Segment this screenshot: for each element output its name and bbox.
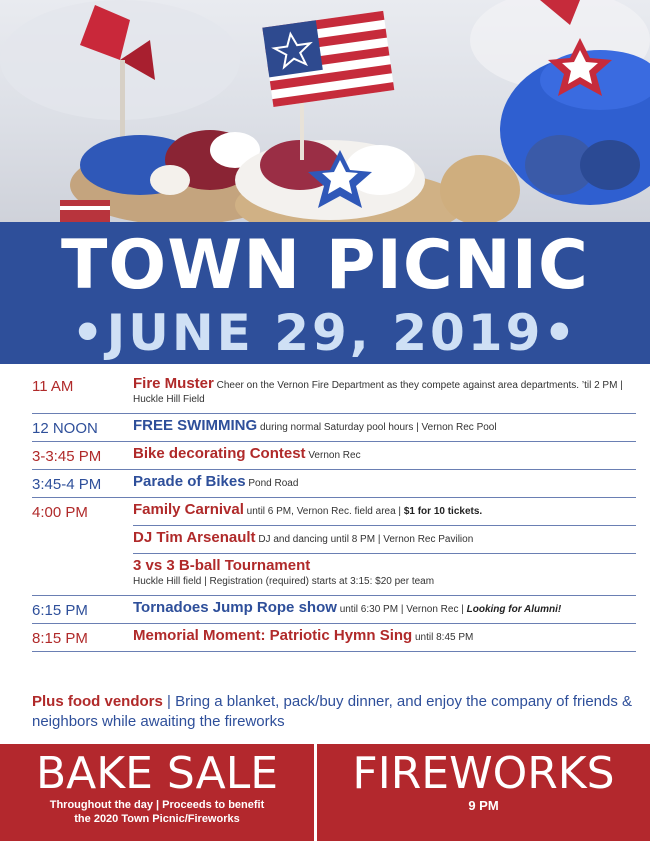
- cupcake-icon: [235, 140, 465, 222]
- schedule-event-desc: during normal Saturday pool hours | Vernon Rec Pool: [259, 422, 497, 433]
- schedule-row: [32, 470, 636, 498]
- event-date: •JUNE 29, 2019•: [71, 304, 579, 362]
- page-title: TOWN PICNIC: [61, 226, 589, 305]
- flag-icon: [262, 11, 394, 160]
- schedule-list: [32, 372, 636, 652]
- schedule-event-name: Fire Muster: [133, 375, 214, 392]
- schedule-event-name: FREE SWIMMING: [133, 417, 258, 434]
- schedule-row: [32, 442, 636, 470]
- schedule-event-name: Parade of Bikes: [133, 473, 246, 490]
- food-note: [32, 692, 638, 732]
- schedule-row: [32, 414, 636, 442]
- schedule-time: 11 AM: [32, 378, 74, 395]
- schedule-event-name: Bike decorating Contest: [133, 445, 306, 462]
- schedule-time: 4:00 PM: [32, 504, 88, 521]
- schedule-event-name: 3 vs 3 B-ball Tournament: [133, 557, 311, 574]
- fireworks-time: 9 PM: [468, 798, 499, 813]
- fireworks-panel: [317, 744, 650, 814]
- schedule-event-name: Family Carnival: [133, 501, 244, 518]
- schedule-row: [32, 596, 636, 624]
- schedule-event-desc: until 6 PM, Vernon Rec. field area |: [246, 506, 402, 517]
- schedule-event-desc: Huckle Hill field | Registration (required) starts at 3:15: $20 per team: [133, 576, 435, 587]
- schedule-event-desc: Cheer on the Vernon Fire Department as they compete against area departments. ’til 2 PM | Huckle Hill Field: [133, 380, 623, 405]
- schedule-event-name: DJ Tim Arsenault: [133, 529, 256, 546]
- bake-sale-title: BAKE SALE: [35, 748, 279, 799]
- schedule-time: 6:15 PM: [32, 602, 88, 619]
- schedule-time: 3-3:45 PM: [32, 448, 102, 465]
- food-note-text: | Bring a blanket, pack/buy dinner, and enjoy the company of friends & neighbors while awaiting the fireworks: [32, 693, 633, 730]
- schedule-event-name: Memorial Moment: Patriotic Hymn Sing: [133, 627, 413, 644]
- cupcake-illustration: [0, 0, 650, 222]
- schedule-event-desc: Vernon Rec: [308, 450, 361, 461]
- fireworks-title: FIREWORKS: [352, 748, 615, 799]
- schedule-event-desc: DJ and dancing until 8 PM | Vernon Rec Pavilion: [258, 534, 474, 545]
- schedule-event-desc: until 8:45 PM: [414, 632, 474, 643]
- schedule-event-name: Tornadoes Jump Rope show: [133, 599, 337, 616]
- hero-photo: [0, 0, 650, 222]
- title-band: [0, 222, 650, 364]
- schedule-row: [32, 372, 636, 414]
- bake-sale-subtitle: Throughout the day | Proceeds to benefit the 2020 Town Picnic/Fireworks: [49, 799, 265, 825]
- schedule-time: 3:45-4 PM: [32, 476, 102, 493]
- schedule-row-group: [32, 498, 636, 596]
- bake-sale-panel: [0, 744, 314, 826]
- schedule-event-extra: Looking for Alumni!: [466, 604, 562, 615]
- schedule-time: 12 NOON: [32, 420, 98, 437]
- food-note-lead: Plus food vendors: [32, 693, 163, 710]
- schedule-event-desc: Pond Road: [248, 478, 299, 489]
- schedule-time: 8:15 PM: [32, 630, 88, 647]
- schedule-event-desc: until 6:30 PM | Vernon Rec |: [339, 604, 464, 615]
- schedule-row: [32, 624, 636, 652]
- schedule-event-extra: $1 for 10 tickets.: [403, 506, 483, 517]
